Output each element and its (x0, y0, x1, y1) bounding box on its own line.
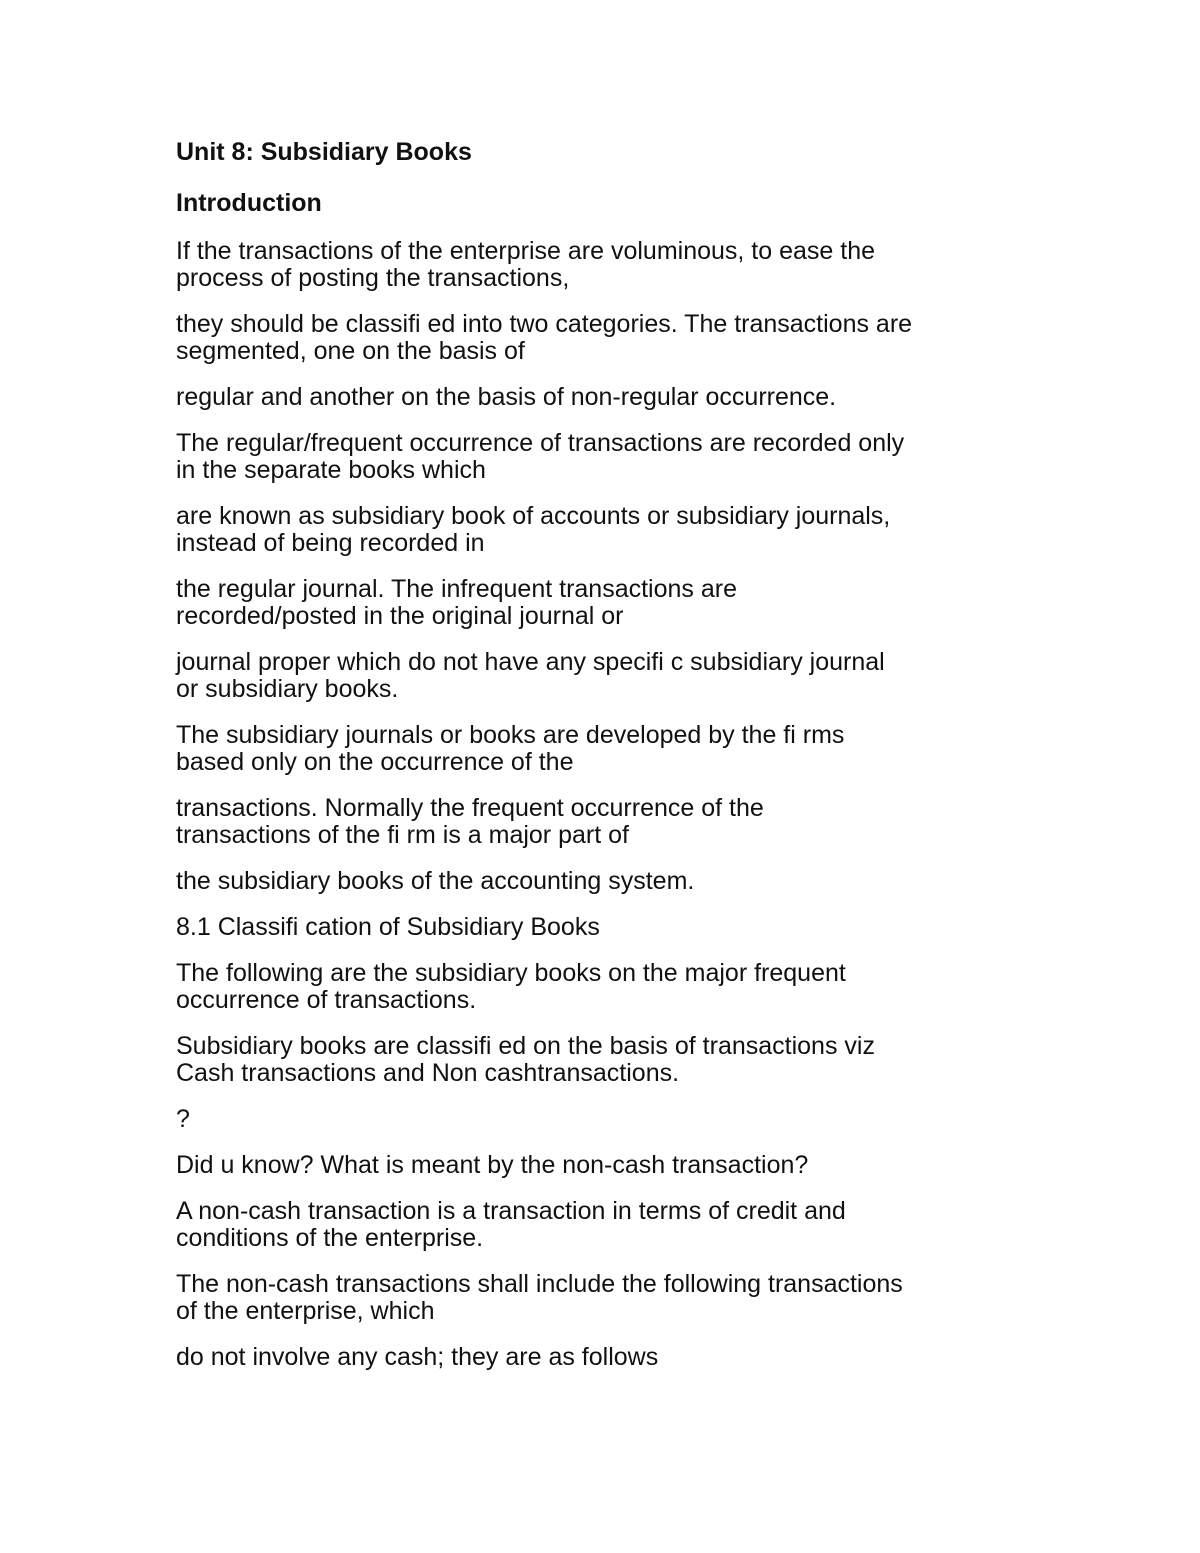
paragraph-line: in the separate books which (176, 456, 486, 484)
body-text (176, 238, 1056, 1371)
paragraph-line: transactions of the fi rm is a major part of (176, 821, 629, 849)
paragraph (176, 1271, 1056, 1325)
paragraph (176, 576, 1056, 630)
section-heading: Introduction (176, 189, 322, 217)
paragraph-line: regular and another on the basis of non-regular occurrence. (176, 383, 837, 411)
paragraph (176, 1106, 1056, 1133)
paragraph (176, 503, 1056, 557)
paragraph-line: segmented, one on the basis of (176, 337, 525, 365)
paragraph (176, 238, 1056, 292)
paragraph-line: Did u know? What is meant by the non-cash transaction? (176, 1151, 809, 1179)
paragraph (176, 722, 1056, 776)
paragraph-line: The subsidiary journals or books are developed by the fi rms (176, 721, 845, 749)
document-title: Unit 8: Subsidiary Books (176, 138, 472, 166)
paragraph-line: the subsidiary books of the accounting system. (176, 867, 695, 895)
paragraph (176, 1344, 1056, 1371)
paragraph-line: conditions of the enterprise. (176, 1224, 484, 1252)
paragraph-line: they should be classifi ed into two categories. The transactions are (176, 310, 913, 338)
paragraph (176, 311, 1056, 365)
paragraph (176, 868, 1056, 895)
paragraph-line: or subsidiary books. (176, 675, 399, 703)
paragraph-line: based only on the occurrence of the (176, 748, 574, 776)
paragraph-line: ? (176, 1105, 190, 1133)
paragraph-line: The regular/frequent occurrence of transactions are recorded only (176, 429, 905, 457)
paragraph-line: recorded/posted in the original journal or (176, 602, 624, 630)
paragraph-line: A non-cash transaction is a transaction in terms of credit and (176, 1197, 846, 1225)
paragraph-line: the regular journal. The infrequent transactions are (176, 575, 737, 603)
paragraph (176, 1198, 1056, 1252)
paragraph-line: The non-cash transactions shall include the following transactions (176, 1270, 903, 1298)
paragraph-line: instead of being recorded in (176, 529, 485, 557)
paragraph (176, 1033, 1056, 1087)
paragraph-line: journal proper which do not have any specifi c subsidiary journal (176, 648, 885, 676)
paragraph-line: of the enterprise, which (176, 1297, 435, 1325)
paragraph (176, 1152, 1056, 1179)
paragraph-line: are known as subsidiary book of accounts or subsidiary journals, (176, 502, 891, 530)
paragraph (176, 960, 1056, 1014)
paragraph-line: occurrence of transactions. (176, 986, 477, 1014)
paragraph (176, 914, 1056, 941)
paragraph-line: 8.1 Classifi cation of Subsidiary Books (176, 913, 600, 941)
paragraph (176, 649, 1056, 703)
paragraph (176, 430, 1056, 484)
paragraph-line: Subsidiary books are classifi ed on the basis of transactions viz (176, 1032, 875, 1060)
paragraph-line: The following are the subsidiary books on the major frequent (176, 959, 846, 987)
paragraph (176, 795, 1056, 849)
paragraph-line: Cash transactions and Non cashtransactions. (176, 1059, 680, 1087)
paragraph-line: do not involve any cash; they are as follows (176, 1343, 659, 1371)
paragraph (176, 384, 1056, 411)
paragraph-line: transactions. Normally the frequent occurrence of the (176, 794, 764, 822)
paragraph-line: If the transactions of the enterprise are voluminous, to ease the (176, 237, 876, 265)
document-page (176, 136, 1056, 1390)
paragraph-line: process of posting the transactions, (176, 264, 570, 292)
